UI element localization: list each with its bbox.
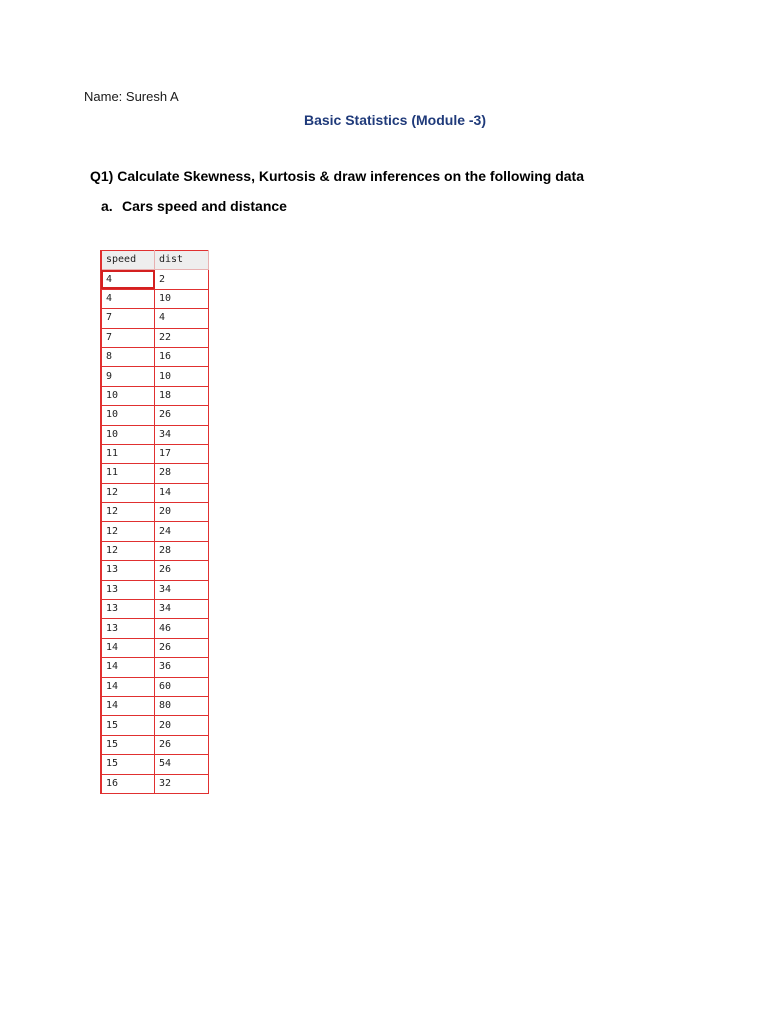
table-row [101,677,209,696]
table-row [101,716,209,735]
cell-dist[interactable]: 80 [155,696,209,715]
table-row [101,444,209,463]
cell-dist[interactable]: 26 [155,406,209,425]
cell-speed[interactable]: 14 [101,658,155,677]
table-row [101,289,209,308]
cell-speed[interactable]: 4 [101,289,155,308]
cell-speed[interactable]: 15 [101,755,155,774]
cell-dist[interactable]: 17 [155,444,209,463]
table-row [101,735,209,754]
cell-dist[interactable]: 20 [155,716,209,735]
question-heading: Q1) Calculate Skewness, Kurtosis & draw inferences on the following data [90,168,585,184]
cell-dist[interactable]: 22 [155,328,209,347]
table-row [101,638,209,657]
table-row [101,619,209,638]
cell-dist[interactable]: 34 [155,600,209,619]
cell-speed[interactable]: 15 [101,735,155,754]
cell-speed[interactable]: 10 [101,406,155,425]
cell-dist[interactable]: 4 [155,309,209,328]
cell-dist[interactable]: 60 [155,677,209,696]
table-header-row [101,251,209,270]
cell-speed[interactable]: 10 [101,386,155,405]
cell-dist[interactable]: 26 [155,735,209,754]
cell-speed[interactable]: 7 [101,328,155,347]
cell-speed[interactable]: 7 [101,309,155,328]
cell-dist[interactable]: 32 [155,774,209,793]
cell-dist[interactable]: 26 [155,561,209,580]
table-row [101,503,209,522]
cell-dist[interactable]: 18 [155,386,209,405]
cell-dist[interactable]: 34 [155,580,209,599]
table-row [101,600,209,619]
cell-speed[interactable]: 14 [101,677,155,696]
column-header-speed[interactable]: speed [101,251,155,270]
subquestion-text: Cars speed and distance [122,198,287,214]
cell-speed[interactable]: 12 [101,483,155,502]
cell-speed[interactable]: 13 [101,600,155,619]
cell-speed[interactable]: 13 [101,619,155,638]
table-row [101,406,209,425]
cell-speed[interactable]: 15 [101,716,155,735]
table-row [101,580,209,599]
cell-speed[interactable]: 13 [101,580,155,599]
cell-speed[interactable]: 16 [101,774,155,793]
table-row [101,386,209,405]
cell-dist[interactable]: 20 [155,503,209,522]
cell-dist[interactable]: 26 [155,638,209,657]
cell-speed[interactable]: 12 [101,541,155,560]
cell-dist[interactable]: 54 [155,755,209,774]
subquestion-marker: a. [101,198,113,214]
cars-data-table [100,250,209,794]
cell-dist[interactable]: 24 [155,522,209,541]
cell-speed[interactable]: 9 [101,367,155,386]
table-row [101,367,209,386]
table-row [101,696,209,715]
table-row [101,483,209,502]
column-header-dist[interactable]: dist [155,251,209,270]
table-row [101,270,209,289]
cell-dist[interactable]: 14 [155,483,209,502]
cell-speed[interactable]: 13 [101,561,155,580]
table-row [101,328,209,347]
table-row [101,755,209,774]
document-title: Basic Statistics (Module -3) [303,112,487,128]
table-row [101,522,209,541]
table-row [101,347,209,366]
cell-speed[interactable]: 11 [101,464,155,483]
cell-dist[interactable]: 46 [155,619,209,638]
cell-speed[interactable]: 10 [101,425,155,444]
cell-speed[interactable]: 14 [101,696,155,715]
cell-speed[interactable]: 12 [101,522,155,541]
author-name: Name: Suresh A [84,89,179,104]
table-row [101,541,209,560]
cell-speed[interactable]: 14 [101,638,155,657]
table-row [101,425,209,444]
cell-speed[interactable]: 11 [101,444,155,463]
cell-speed[interactable]: 8 [101,347,155,366]
cell-dist[interactable]: 16 [155,347,209,366]
table-row [101,464,209,483]
cell-dist[interactable]: 28 [155,464,209,483]
table-row [101,561,209,580]
cell-dist[interactable]: 10 [155,367,209,386]
cell-dist[interactable]: 2 [155,270,209,289]
cell-dist[interactable]: 28 [155,541,209,560]
cell-dist[interactable]: 34 [155,425,209,444]
table-row [101,309,209,328]
cell-speed[interactable]: 4 [101,270,155,289]
cell-dist[interactable]: 10 [155,289,209,308]
cell-dist[interactable]: 36 [155,658,209,677]
table-row [101,774,209,793]
cell-speed[interactable]: 12 [101,503,155,522]
table-body [101,270,209,794]
table-row [101,658,209,677]
subquestion-heading [101,198,287,214]
